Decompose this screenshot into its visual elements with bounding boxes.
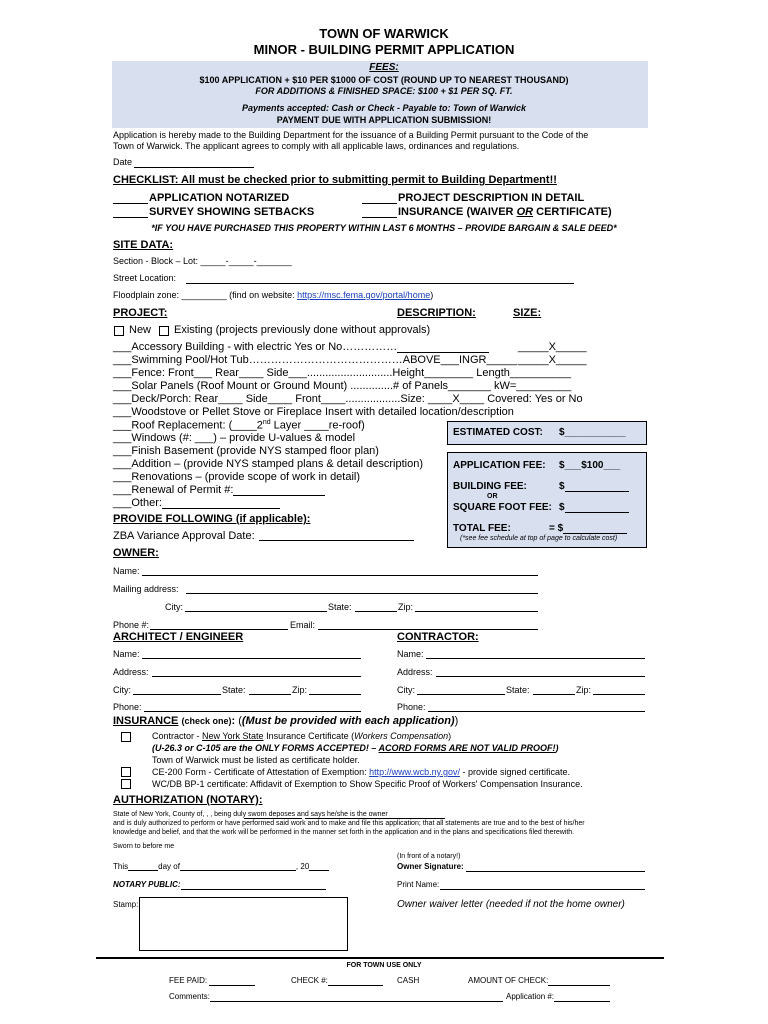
project-addition[interactable]: ___Addition – (provide NYS stamped plans & detail description)	[113, 458, 424, 470]
architect-city-field[interactable]	[133, 694, 221, 695]
insurance-forms-note: (U-26.3 or C-105 are the ONLY FORMS ACCEPTED! – ACORD FORMS ARE NOT VALID PROOF!)	[152, 743, 559, 753]
square-foot-fee-field[interactable]: $	[559, 502, 629, 513]
intro-line1: Application is hereby made to the Building Department for the issuance of a Building Permit pursuant to the Code of the	[113, 130, 589, 140]
new-checkbox[interactable]	[114, 326, 124, 336]
amount-of-check-label: AMOUNT OF CHECK:	[468, 976, 549, 985]
sworn-date[interactable]: This day of , 20	[113, 862, 329, 871]
total-fee-label: TOTAL FEE:	[453, 523, 511, 534]
insurance-ce200-checkbox[interactable]	[121, 767, 131, 777]
contractor-name-label: Name:	[397, 649, 424, 659]
auth-para-2: and is duly authorized to perform or have performed said work and to make and file this application; that all statements are true and to the best of his/her	[113, 820, 585, 827]
owner-head: OWNER:	[113, 547, 159, 559]
architect-name-field[interactable]	[142, 658, 361, 659]
check-survey-label: SURVEY SHOWING SETBACKS	[149, 206, 315, 218]
architect-name-label: Name:	[113, 649, 140, 659]
intro-line2: Town of Warwick. The applicant agrees to comply with all applicable laws, ordinances and regulations.	[113, 141, 520, 151]
application-fee-value: $___$100___	[559, 460, 621, 471]
owner-name-field[interactable]	[142, 575, 538, 576]
amount-of-check-field[interactable]	[548, 985, 610, 986]
existing-checkbox[interactable]	[159, 326, 169, 336]
check-number-label: CHECK #:	[291, 976, 328, 985]
project-renovations[interactable]: ___Renovations – (provide scope of work in detail)	[113, 471, 361, 483]
auth-name-field[interactable]	[305, 818, 445, 819]
architect-address-label: Address:	[113, 667, 149, 677]
new-label: New	[129, 324, 152, 336]
estimated-cost-field[interactable]: $___________	[559, 427, 626, 438]
stamp-box[interactable]	[139, 897, 348, 951]
check-insurance-label: INSURANCE (WAIVER OR CERTIFICATE)	[398, 206, 612, 218]
check-number-field[interactable]	[328, 985, 383, 986]
town-use-divider	[96, 957, 664, 959]
auth-para-3: knowledge and belief, and that the work will be performed in the manner set forth in the application and in the plans and specifications filed therewith.	[113, 829, 575, 836]
street-label: Street Location:	[113, 273, 177, 283]
checklist-head: CHECKLIST: All must be checked prior to submitting permit to Building Department!!	[113, 174, 557, 186]
wcb-link[interactable]: http://www.wcb.ny.gov/	[369, 767, 460, 777]
project-fence[interactable]: ___Fence: Front___ Rear____ Side___............................Height________ Length__________	[113, 367, 572, 379]
auth-para-1: State of New York, County of, , , being duly sworn deposes and says he/she is the owner	[113, 811, 388, 818]
application-fee-label: APPLICATION FEE:	[453, 460, 546, 471]
contractor-zip-label: Zip:	[576, 685, 592, 695]
architect-zip-label: Zip:	[292, 685, 308, 695]
project-windows[interactable]: ___Windows (#: ___) – provide U-values & model	[113, 432, 356, 444]
check-survey[interactable]	[113, 217, 148, 218]
project-pool[interactable]: ___Swimming Pool/Hot Tub……………………………………ABOVE___INGR_____	[113, 354, 518, 366]
provide-head: PROVIDE FOLLOWING (if applicable):	[113, 513, 311, 525]
total-fee-field[interactable]: = $	[549, 523, 627, 534]
architect-address-field[interactable]	[152, 676, 361, 677]
print-name-field[interactable]	[440, 889, 645, 890]
town-use-head: FOR TOWN USE ONLY	[346, 962, 422, 969]
fee-paid-label: FEE PAID:	[169, 976, 208, 985]
estimated-cost-label: ESTIMATED COST:	[453, 427, 543, 438]
check-notarized-label: APPLICATION NOTARIZED	[149, 192, 290, 204]
owner-city-label: City:	[165, 602, 183, 612]
insurance-contractor-checkbox[interactable]	[121, 732, 131, 742]
cash-label: CASH	[397, 976, 420, 985]
building-fee-label: BUILDING FEE:	[453, 481, 527, 492]
architect-state-field[interactable]	[249, 694, 291, 695]
project-other[interactable]: ___Other:	[113, 497, 280, 509]
insurance-bp1-label: WC/DB BP-1 certificate: Affidavit of Exemption to Show Specific Proof of Workers' Compensation Insurance.	[152, 779, 583, 789]
fee-note: (*see fee schedule at top of page to calculate cost)	[460, 535, 618, 542]
owner-phone-label: Phone #:	[113, 620, 150, 630]
project-accessory[interactable]: ___Accessory Building - with electric Yes or No……………	[113, 341, 489, 353]
waiver-note: Owner waiver letter (needed if not the home owner)	[397, 899, 625, 910]
architect-phone-field[interactable]	[144, 711, 361, 712]
contractor-address-field[interactable]	[436, 676, 645, 677]
check-insurance[interactable]	[362, 217, 397, 218]
owner-state-label: State:	[328, 602, 352, 612]
stamp-label: Stamp:	[113, 900, 139, 909]
project-solar[interactable]: ___Solar Panels (Roof Mount or Ground Mount) ..............# of Panels_______ kW=_________	[113, 380, 572, 392]
insurance-head: INSURANCE (check one): ((Must be provided with each application))	[113, 715, 459, 727]
owner-mail-label: Mailing address:	[113, 584, 179, 594]
deed-note: *IF YOU HAVE PURCHASED THIS PROPERTY WITHIN LAST 6 MONTHS – PROVIDE BARGAIN & SALE DEED*	[151, 223, 617, 233]
insurance-contractor-label: Contractor - New York State Insurance Certificate (Workers Compensation)	[152, 731, 452, 741]
application-number-label: Application #:	[506, 992, 555, 1001]
comments-field[interactable]	[210, 1001, 503, 1002]
contractor-address-label: Address:	[397, 667, 433, 677]
contractor-city-field[interactable]	[417, 694, 505, 695]
description-head: DESCRIPTION:	[397, 307, 476, 319]
check-description-label: PROJECT DESCRIPTION IN DETAIL	[398, 192, 585, 204]
owner-state-field[interactable]	[355, 611, 397, 612]
fees-line1: $100 APPLICATION + $10 PER $1000 OF COST (ROUND UP TO NEAREST THOUSAND)	[199, 75, 569, 85]
project-deck[interactable]: ___Deck/Porch: Rear____ Side____ Front____..................Size: ____X____ Covered: Yes or No	[113, 393, 583, 405]
insurance-ce200-label: CE-200 Form - Certificate of Attestation of Exemption: http://www.wcb.ny.gov/ - provide signed certificate.	[152, 767, 571, 777]
project-roof[interactable]: ___Roof Replacement: (____2nd Layer ____re-roof)	[113, 419, 365, 432]
contractor-state-label: State:	[506, 685, 530, 695]
architect-state-label: State:	[222, 685, 246, 695]
date-label: Date	[113, 157, 133, 167]
contractor-state-field[interactable]	[533, 694, 575, 695]
fees-line3: Payments accepted: Cash or Check - Payable to: Town of Warwick	[241, 103, 527, 113]
owner-email-label: Email:	[290, 620, 316, 630]
comments-label: Comments:	[169, 992, 210, 1001]
architect-phone-label: Phone:	[113, 702, 142, 712]
application-number-field[interactable]	[554, 1001, 610, 1002]
fees-line2: FOR ADDITIONS & FINISHED SPACE: $100 + $1 PER SQ. FT.	[255, 86, 513, 96]
fees-head: FEES:	[369, 62, 399, 73]
zba-field[interactable]	[259, 540, 414, 541]
contractor-city-label: City:	[397, 685, 415, 695]
print-name-label: Print Name:	[397, 880, 440, 889]
project-woodstove[interactable]: ___Woodstove or Pellet Stove or Fireplace Insert with detailed location/description	[113, 406, 514, 418]
date-field[interactable]	[134, 167, 254, 168]
owner-signature-label: Owner Signature:	[397, 862, 464, 871]
owner-email-field[interactable]	[318, 629, 538, 630]
owner-signature-field[interactable]	[466, 871, 645, 872]
sbl-field[interactable]: Section - Block – Lot: _____-_____-_______	[113, 256, 292, 266]
sworn-label: Sworn to before me	[113, 843, 175, 850]
auth-county-field[interactable]	[244, 818, 302, 819]
owner-name-label: Name:	[113, 566, 140, 576]
notary-public-label: NOTARY PUBLIC:	[113, 880, 181, 889]
owner-zip-label: Zip:	[398, 602, 414, 612]
owner-city-field[interactable]	[185, 611, 327, 612]
fema-link[interactable]: https://msc.fema.gov/portal/home	[297, 290, 431, 300]
project-renewal[interactable]: ___Renewal of Permit #:	[113, 484, 325, 496]
contractor-phone-field[interactable]	[428, 711, 645, 712]
owner-zip-field[interactable]	[415, 611, 538, 612]
accessory-size[interactable]: _____X_____	[518, 341, 587, 353]
fee-paid-field[interactable]	[209, 985, 255, 986]
zba-label: ZBA Variance Approval Date:	[113, 530, 255, 542]
pool-size[interactable]: _____X_____	[518, 354, 587, 366]
insurance-bp1-checkbox[interactable]	[121, 779, 131, 789]
street-field[interactable]	[186, 283, 574, 284]
project-basement[interactable]: ___Finish Basement (provide NYS stamped floor plan)	[113, 445, 379, 457]
project-head: PROJECT:	[113, 307, 168, 319]
architect-city-label: City:	[113, 685, 131, 695]
flood-field: Floodplain zone: _________ (find on website: https://msc.fema.gov/portal/home)	[113, 290, 434, 300]
owner-mail-field[interactable]	[186, 593, 538, 594]
authorization-head: AUTHORIZATION (NOTARY):	[113, 794, 263, 806]
contractor-head: CONTRACTOR:	[397, 631, 479, 643]
site-head: SITE DATA:	[113, 239, 174, 251]
building-fee-field[interactable]: $	[559, 481, 629, 492]
contractor-phone-label: Phone:	[397, 702, 426, 712]
size-head: SIZE:	[513, 307, 542, 319]
insurance-holder-note: Town of Warwick must be listed as certificate holder.	[152, 755, 360, 765]
notary-public-field[interactable]	[181, 889, 326, 890]
title-town: TOWN OF WARWICK	[319, 26, 449, 41]
notary-note: (In front of a notary!)	[397, 853, 461, 860]
fees-line4: PAYMENT DUE WITH APPLICATION SUBMISSION!	[276, 115, 492, 125]
square-foot-fee-label: SQUARE FOOT FEE:	[453, 502, 552, 513]
check-notarized[interactable]	[113, 203, 148, 204]
existing-label: Existing (projects previously done without approvals)	[174, 324, 431, 336]
owner-phone-field[interactable]	[150, 629, 288, 630]
architect-head: ARCHITECT / ENGINEER	[113, 631, 244, 643]
or-label: OR	[487, 493, 498, 500]
architect-zip-field[interactable]	[309, 694, 361, 695]
contractor-zip-field[interactable]	[593, 694, 645, 695]
title-form: MINOR - BUILDING PERMIT APPLICATION	[253, 42, 515, 57]
contractor-name-field[interactable]	[426, 658, 645, 659]
check-description[interactable]	[362, 203, 397, 204]
